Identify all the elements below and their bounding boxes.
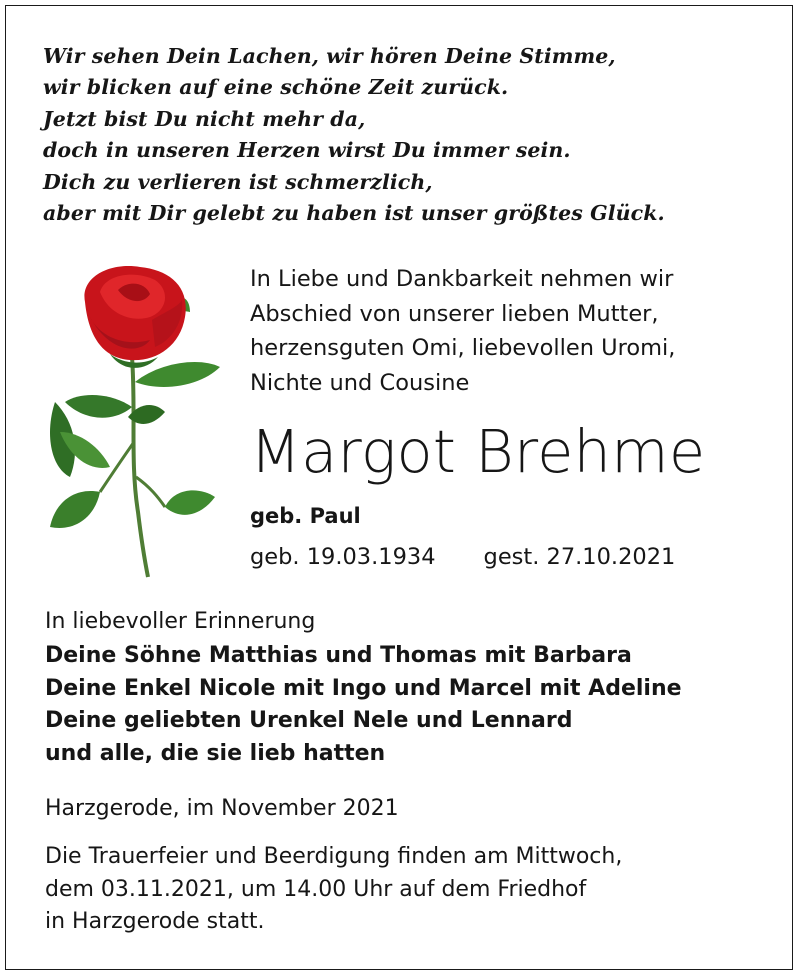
- mourner-line: und alle, die sie lieb hatten: [45, 740, 386, 766]
- poem-line: aber mit Dir gelebt zu haben ist unser größtes Glück.: [43, 201, 665, 226]
- funeral-line: dem 03.11.2021, um 14.00 Uhr auf dem Friedhof: [45, 876, 587, 902]
- poem: [43, 41, 665, 229]
- red-rose-image: [40, 262, 230, 582]
- funeral-line: Die Trauerfeier und Beerdigung finden am Mittwoch,: [45, 844, 623, 869]
- mourners-list: [45, 640, 682, 770]
- intro-line: Abschied von unserer lieben Mutter,: [250, 300, 659, 327]
- intro-line: Nichte und Cousine: [250, 369, 470, 396]
- mourner-line: Deine Söhne Matthias und Thomas mit Barbara: [45, 643, 632, 668]
- funeral-info: [45, 841, 622, 939]
- death-date: gest. 27.10.2021: [483, 544, 676, 570]
- memory-line: [45, 606, 315, 638]
- poem-line: Jetzt bist Du nicht mehr da,: [43, 106, 366, 131]
- poem-line: Wir sehen Dein Lachen, wir hören Deine Stimme,: [43, 44, 616, 68]
- mourner-line: Deine geliebten Urenkel Nele und Lennard: [45, 708, 573, 733]
- poem-line: doch in unseren Herzen wirst Du immer sein.: [43, 138, 571, 163]
- funeral-line: in Harzgerode statt.: [45, 909, 265, 934]
- poem-line: Dich zu verlieren ist schmerzlich,: [43, 169, 433, 194]
- intro-line: In Liebe und Dankbarkeit nehmen wir: [250, 266, 674, 292]
- birth-date: geb. 19.03.1934: [250, 544, 436, 570]
- intro-line: herzensguten Omi, liebevollen Uromi,: [250, 335, 676, 361]
- memory-text: In liebevoller Erinnerung: [45, 609, 316, 634]
- deceased-name: Margot Brehme: [250, 417, 706, 486]
- intro-text: [250, 262, 675, 400]
- poem-line: wir blicken auf eine schöne Zeit zurück.: [43, 75, 509, 100]
- mourner-line: Deine Enkel Nicole mit Ingo und Marcel mit Adeline: [45, 675, 682, 701]
- maiden-name: geb. Paul: [250, 504, 361, 528]
- place-date: Harzgerode, im November 2021: [45, 796, 399, 821]
- life-dates: [250, 540, 675, 574]
